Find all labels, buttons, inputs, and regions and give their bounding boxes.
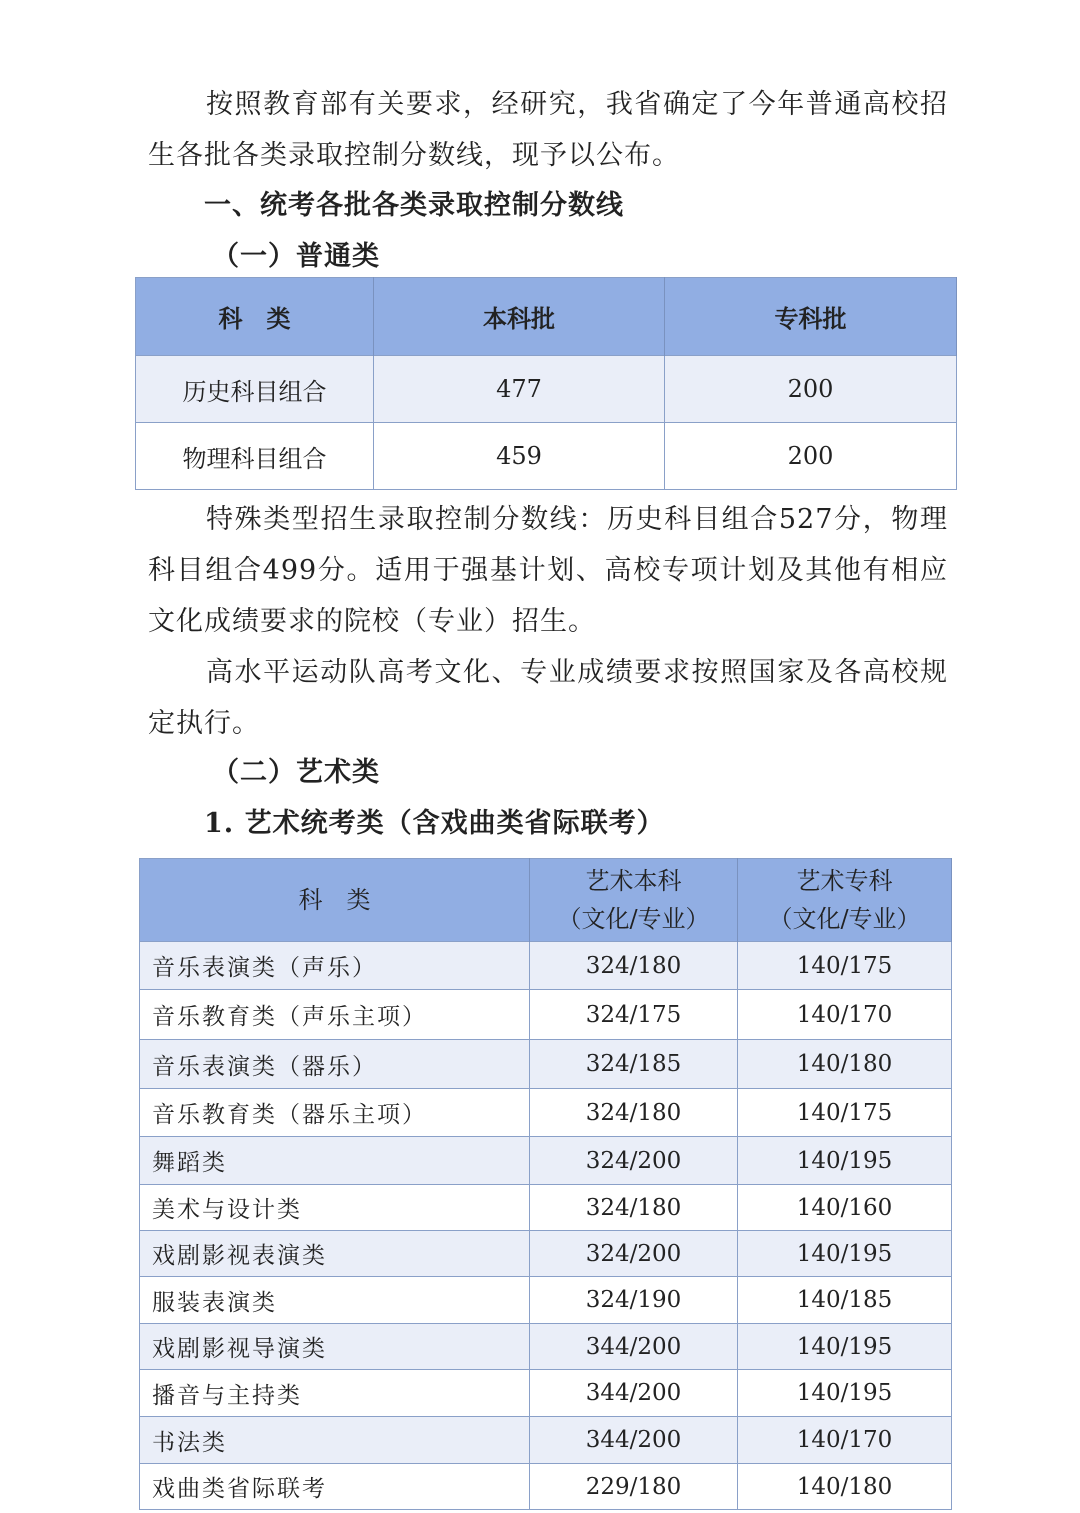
table-row — [136, 423, 957, 490]
table-row — [140, 1089, 952, 1137]
row-category: 物理科目组合 — [136, 423, 374, 490]
header-art-junior-line2: （文化/专业） — [768, 905, 921, 933]
row-art-junior: 140/195 — [738, 1231, 952, 1277]
row-art-undergrad: 324/180 — [530, 1089, 738, 1137]
row-art-junior: 140/180 — [738, 1040, 952, 1089]
row-category: 书法类 — [140, 1417, 530, 1464]
sports-team-paragraph: 高水平运动队高考文化、专业成绩要求按照国家及各高校规定执行。 — [148, 657, 948, 739]
table-row — [140, 1231, 952, 1277]
table-row — [140, 1324, 952, 1370]
header-art-undergrad — [530, 859, 738, 942]
header-undergrad: 本科批 — [374, 278, 665, 356]
table-row — [140, 942, 952, 990]
row-art-junior: 140/175 — [738, 942, 952, 990]
row-art-junior: 140/170 — [738, 990, 952, 1040]
table-row — [136, 356, 957, 423]
table-row — [140, 1137, 952, 1185]
sub1-heading: （一）普通类 — [212, 241, 380, 272]
row-category: 音乐教育类（器乐主项） — [140, 1089, 530, 1137]
table-header-row — [136, 278, 957, 356]
row-category: 音乐教育类（声乐主项） — [140, 990, 530, 1040]
table-row — [140, 1185, 952, 1231]
table-row — [140, 1040, 952, 1089]
row-undergrad: 477 — [374, 356, 665, 423]
row-art-undergrad: 324/200 — [530, 1137, 738, 1185]
intro-paragraph: 按照教育部有关要求，经研究，我省确定了今年普通高校招生各批各类录取控制分数线，现予以公布。 — [148, 89, 948, 171]
row-art-undergrad: 324/180 — [530, 942, 738, 990]
table-row — [140, 1417, 952, 1464]
header-category: 科 类 — [136, 278, 374, 356]
row-category: 戏曲类省际联考 — [140, 1464, 530, 1510]
art-cutoff-table — [139, 858, 952, 1510]
row-art-undergrad: 344/200 — [530, 1324, 738, 1370]
row-category: 戏剧影视表演类 — [140, 1231, 530, 1277]
row-art-undergrad: 324/180 — [530, 1185, 738, 1231]
row-art-junior: 140/175 — [738, 1089, 952, 1137]
row-art-undergrad: 324/175 — [530, 990, 738, 1040]
table-row — [140, 1464, 952, 1510]
row-category: 服装表演类 — [140, 1277, 530, 1324]
sub2-1-heading: 1. 艺术统考类（含戏曲类省际联考） — [204, 808, 665, 839]
row-art-junior: 140/180 — [738, 1464, 952, 1510]
header-art-junior — [738, 859, 952, 942]
row-category: 美术与设计类 — [140, 1185, 530, 1231]
header-art-undergrad-line1: 艺术本科 — [585, 867, 682, 895]
row-art-junior: 140/195 — [738, 1137, 952, 1185]
row-junior: 200 — [665, 423, 957, 490]
row-category: 音乐表演类（器乐） — [140, 1040, 530, 1089]
header-art-undergrad-line2: （文化/专业） — [557, 905, 710, 933]
row-junior: 200 — [665, 356, 957, 423]
row-art-undergrad: 324/200 — [530, 1231, 738, 1277]
table-row — [140, 1277, 952, 1324]
row-category: 播音与主持类 — [140, 1370, 530, 1417]
row-category: 历史科目组合 — [136, 356, 374, 423]
special-type-paragraph: 特殊类型招生录取控制分数线：历史科目组合527分，物理科目组合499分。适用于强基计划、高校专项计划及其他有相应文化成绩要求的院校（专业）招生。 — [148, 504, 948, 637]
row-art-undergrad: 344/200 — [530, 1370, 738, 1417]
row-art-junior: 140/160 — [738, 1185, 952, 1231]
header-junior: 专科批 — [665, 278, 957, 356]
row-art-undergrad: 344/200 — [530, 1417, 738, 1464]
row-undergrad: 459 — [374, 423, 665, 490]
row-art-undergrad: 324/190 — [530, 1277, 738, 1324]
table-row — [140, 990, 952, 1040]
header-category: 科 类 — [140, 859, 530, 942]
row-art-junior: 140/195 — [738, 1324, 952, 1370]
row-art-undergrad: 229/180 — [530, 1464, 738, 1510]
sub2-heading: （二）艺术类 — [212, 757, 380, 788]
row-category: 音乐表演类（声乐） — [140, 942, 530, 990]
general-cutoff-table — [135, 277, 957, 490]
section1-heading: 一、统考各批各类录取控制分数线 — [204, 190, 624, 221]
table-row — [140, 1370, 952, 1417]
row-art-junior: 140/185 — [738, 1277, 952, 1324]
row-category: 戏剧影视导演类 — [140, 1324, 530, 1370]
header-art-junior-line1: 艺术专科 — [796, 867, 893, 895]
row-art-junior: 140/195 — [738, 1370, 952, 1417]
table-header-row — [140, 859, 952, 942]
row-art-junior: 140/170 — [738, 1417, 952, 1464]
row-art-undergrad: 324/185 — [530, 1040, 738, 1089]
row-category: 舞蹈类 — [140, 1137, 530, 1185]
